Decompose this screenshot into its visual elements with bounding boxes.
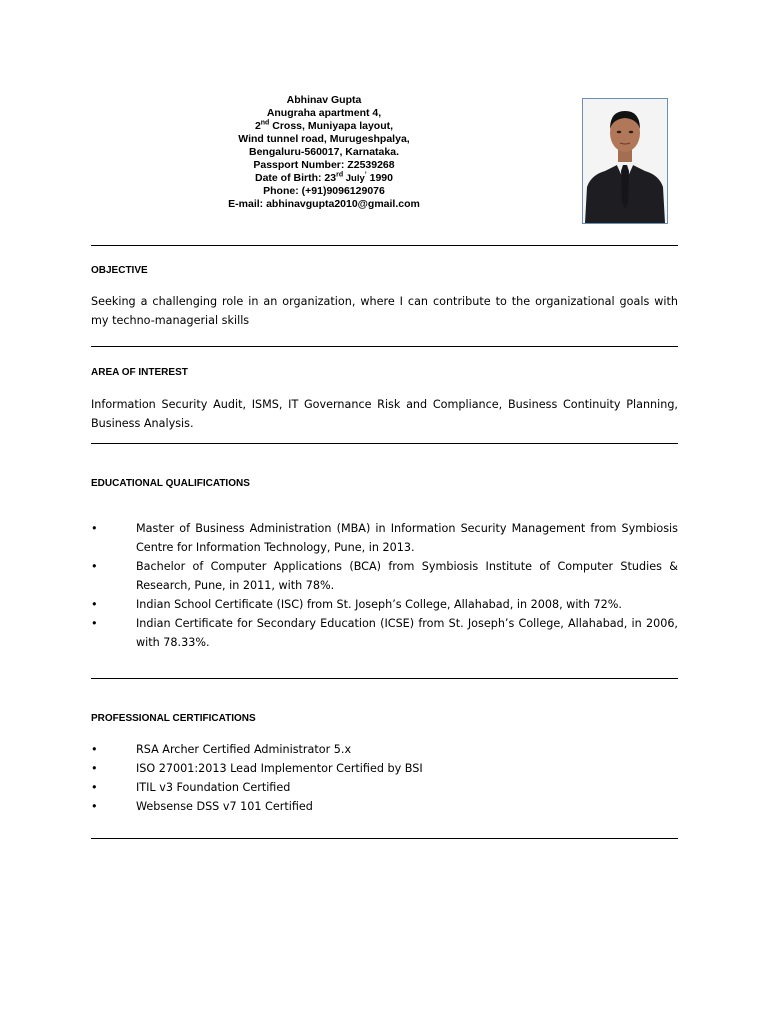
list-item: • Indian Certificate for Secondary Education (ICSE) from St. Joseph’s College, Allahabad, in 2006, with 78.33%. — [91, 617, 678, 649]
divider — [91, 838, 678, 839]
divider — [91, 443, 678, 444]
interest-text: Information Security Audit, ISMS, IT Governance Risk and Compliance, Business Continuity Planning, Business Analysis. — [91, 398, 678, 430]
address-line-3: Wind tunnel road, Murugeshpalya, — [238, 133, 410, 145]
address-line-2: 2nd Cross, Muniyapa layout, — [254, 119, 394, 132]
list-item: • RSA Archer Certified Administrator 5.x — [91, 743, 352, 756]
address-line-4: Bengaluru-560017, Karnataka. — [249, 146, 399, 158]
list-item: • Bachelor of Computer Applications (BCA) from Symbiosis Institute of Computer Studies & Research, Pune, in 2011, with 78%. — [91, 560, 678, 592]
interest-heading: AREA OF INTEREST — [91, 367, 188, 378]
divider — [91, 346, 678, 347]
passport-number: Passport Number: Z2539268 — [253, 159, 395, 171]
list-item: • ISO 27001:2013 Lead Implementor Certified by BSI — [91, 762, 423, 775]
list-item: • ITIL v3 Foundation Certified — [91, 781, 291, 794]
phone-number: Phone: (+91)9096129076 — [263, 185, 385, 197]
candidate-name: Abhinav Gupta — [286, 94, 362, 106]
email-address: E-mail: abhinavgupta2010@gmail.com — [228, 198, 420, 210]
date-of-birth: Date of Birth: 23rd July’ 1990 — [255, 171, 393, 184]
objective-heading: OBJECTIVE — [91, 265, 148, 276]
list-item: • Master of Business Administration (MBA) in Information Security Management from Symbiosis Centre for Information Technology, Pune, in 2013. — [91, 522, 678, 554]
divider — [91, 678, 678, 679]
education-list — [91, 519, 678, 652]
certifications-heading: PROFESSIONAL CERTIFICATIONS — [91, 713, 256, 724]
profile-photo — [582, 98, 668, 224]
divider — [91, 245, 678, 246]
certifications-list — [91, 740, 678, 816]
list-item: • Websense DSS v7 101 Certified — [91, 800, 313, 813]
objective-text: Seeking a challenging role in an organization, where I can contribute to the organizational goals with my techno-managerial skills — [91, 295, 678, 327]
portrait-image — [583, 99, 667, 223]
address-line-1: Anugraha apartment 4, — [266, 107, 382, 119]
list-item: • Indian School Certificate (ISC) from St. Joseph’s College, Allahabad, in 2008, with 72%. — [91, 598, 622, 611]
contact-header — [190, 94, 458, 211]
education-heading: EDUCATIONAL QUALIFICATIONS — [91, 478, 250, 489]
